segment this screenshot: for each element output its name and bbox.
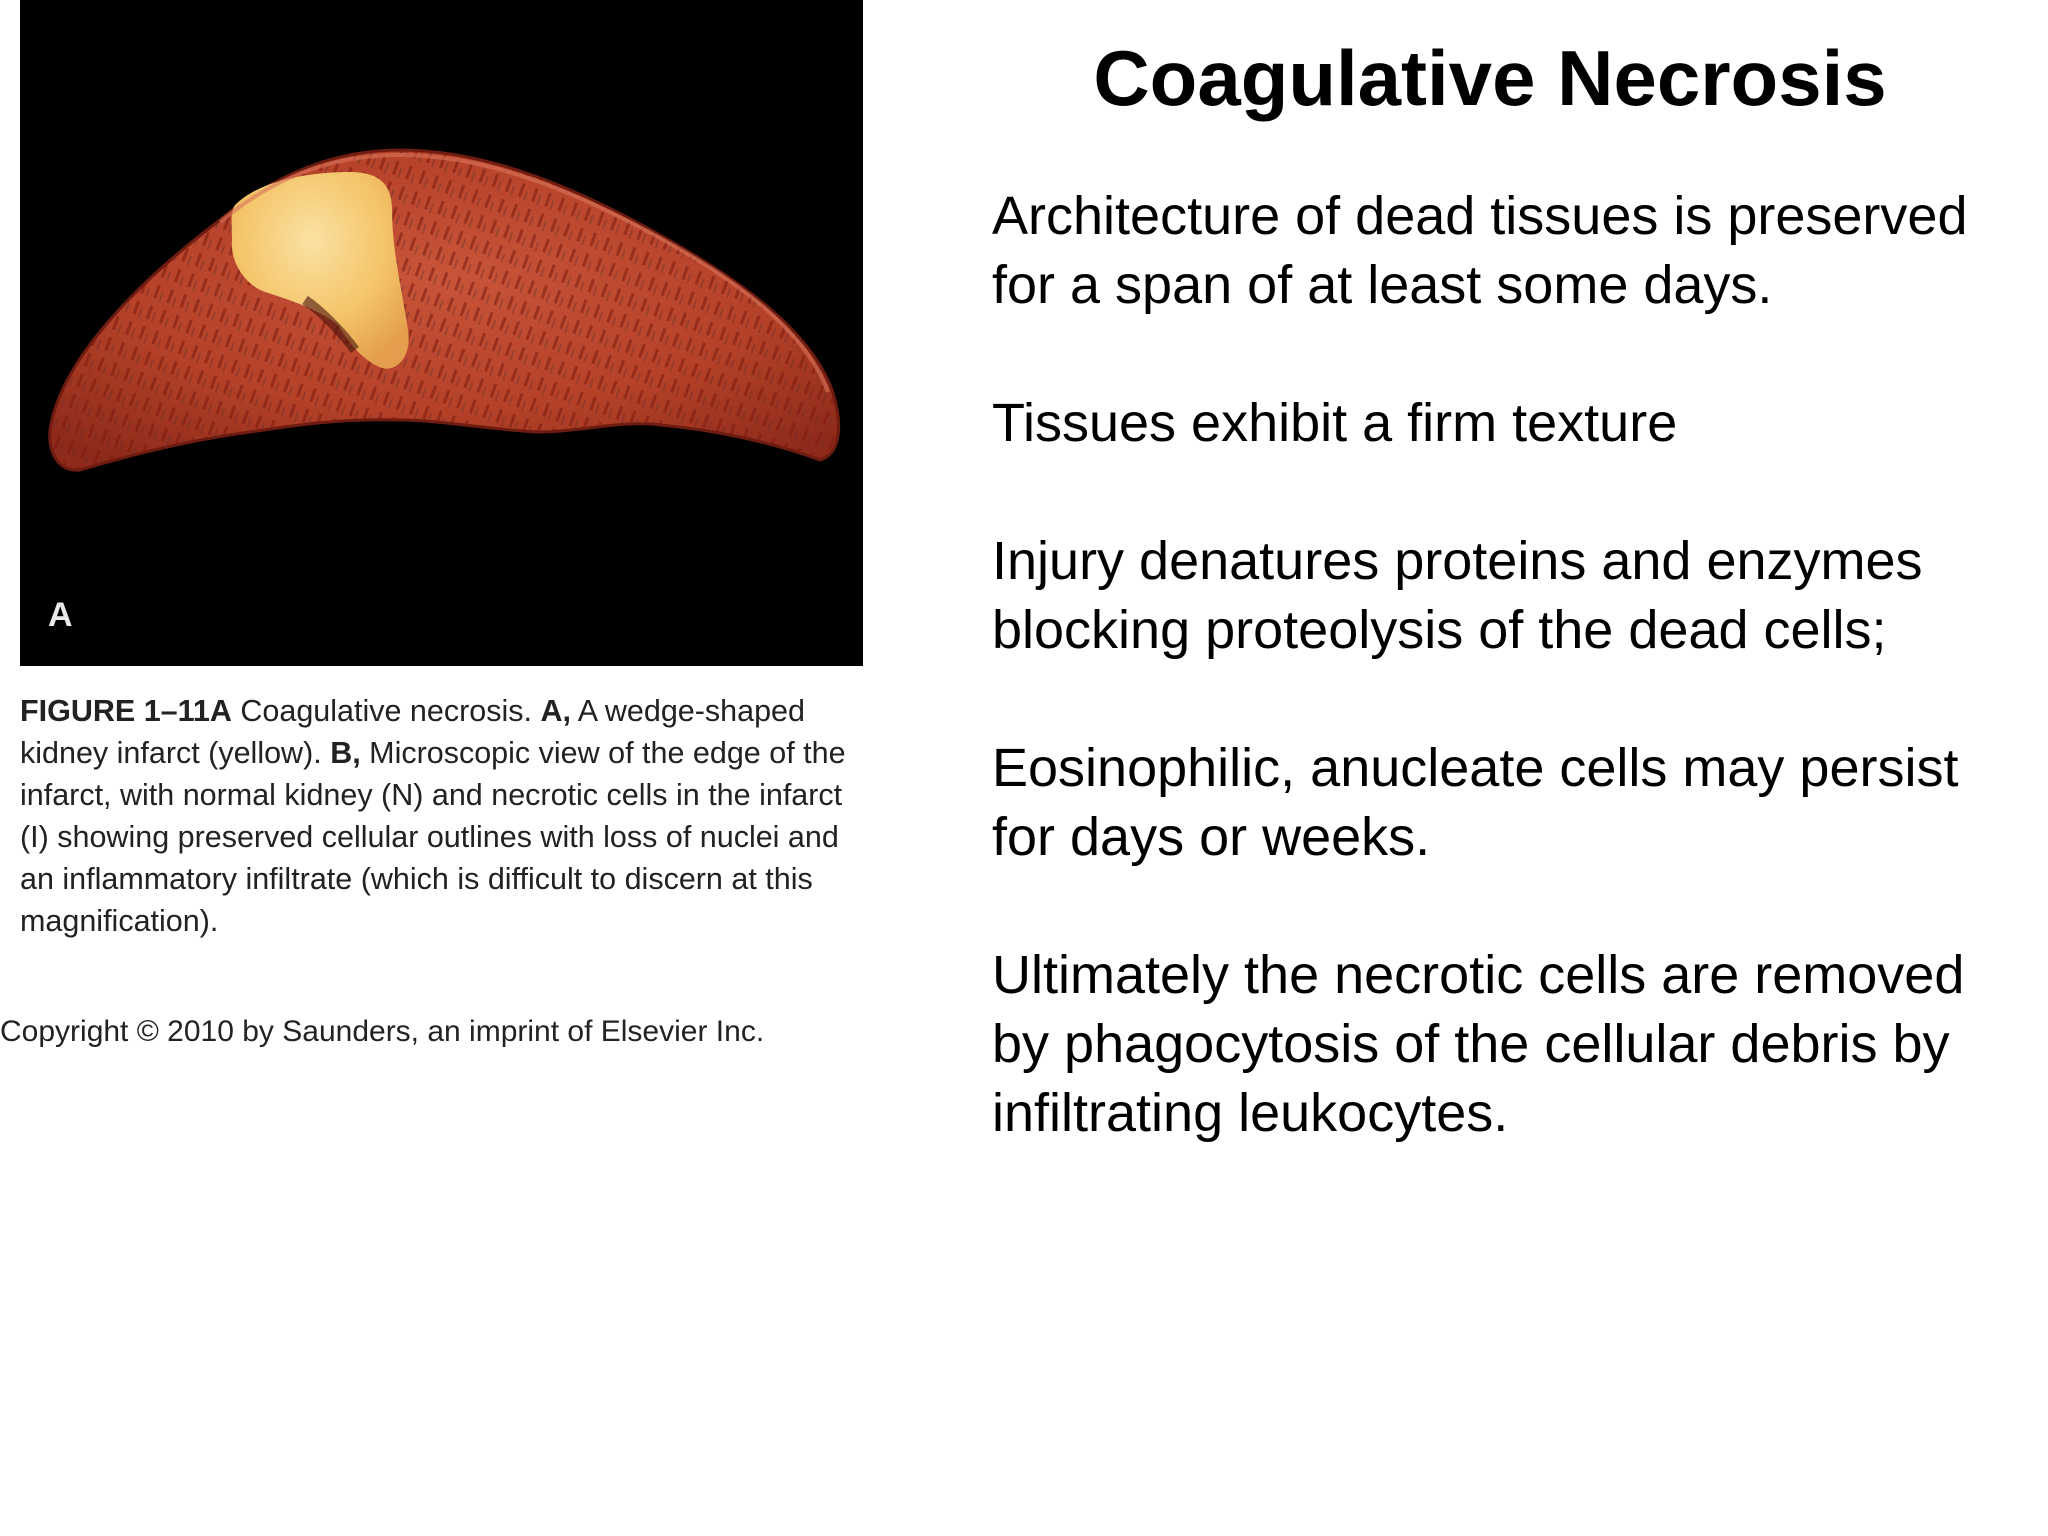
body-paragraph: Eosinophilic, anucleate cells may persist for days or weeks. [992,738,1959,867]
caption-text: A wedge-shaped kidney infarct (yellow). [20,694,805,770]
body-paragraph: Injury denatures proteins and enzymes blocking proteolysis of the dead cells; [992,531,1923,660]
slide-body [992,182,2022,1217]
caption-text: Coagulative necrosis. [231,694,541,728]
panel-letter: A [48,596,73,634]
caption-text: Microscopic view of the edge of the infarct, with normal kidney (N) and necrotic cells in the infarct (I) showing preserved cellular outlines with loss of nuclei and an inflammatory infiltrate (which is difficult to discern at this magnification). [20,736,846,938]
kidney-infarct-photo [20,0,863,666]
copyright-notice: Copyright © 2010 by Saunders, an imprint of Elsevier Inc. [0,1015,765,1048]
slide-title: Coagulative Necrosis [1093,34,1887,122]
panel-b-label: B, [330,736,361,770]
body-paragraph: Tissues exhibit a firm texture [992,393,1678,453]
kidney-specimen-illustration [20,0,863,666]
body-paragraph: Ultimately the necrotic cells are removed by phagocytosis of the cellular debris by infiltrating leukocytes. [992,945,1965,1143]
panel-a-label: A, [540,694,571,728]
figure-caption [20,690,870,942]
figure-label: FIGURE 1–11A [20,694,232,728]
body-paragraph: Architecture of dead tissues is preserved for a span of at least some days. [992,186,1968,315]
